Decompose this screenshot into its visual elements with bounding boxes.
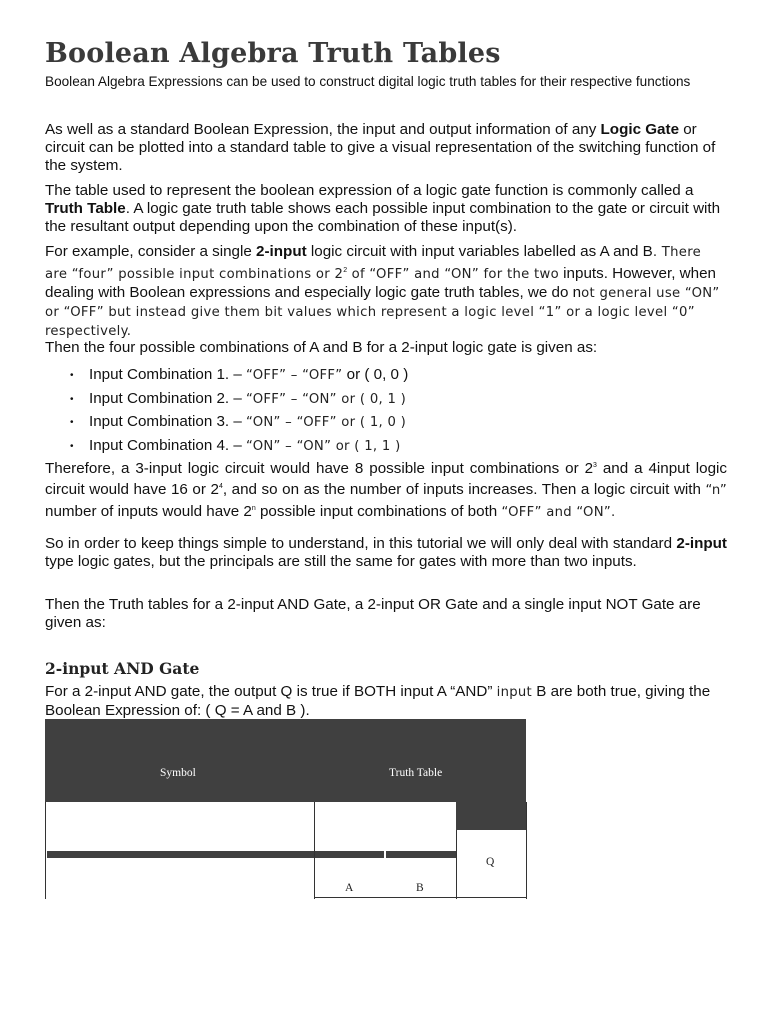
list-item: • Input Combination 1. – “OFF” – “OFF” or ( 0, 0 ) (70, 366, 408, 390)
list-item: • Input Combination 3. – “ON” – “OFF” or ( 1, 0 ) (70, 413, 408, 437)
column-a-label: A (345, 882, 354, 894)
list-item: • Input Combination 4. – “ON” – “ON” or ( 1, 1 ) (70, 437, 408, 461)
table-border-left (45, 802, 46, 899)
and-gate-table (45, 719, 527, 899)
truth-table-column-header: Truth Table (389, 767, 443, 779)
symbol-column-header: Symbol (160, 767, 196, 779)
b-cell-bar (386, 851, 456, 858)
paragraph-tables-intro: Then the Truth tables for a 2-input AND Gate, a 2-input OR Gate and a single input NOT Gate are given as: (45, 596, 701, 631)
table-border-right (526, 802, 527, 899)
paragraph-truth-table: The table used to represent the boolean expression of a logic gate function is commonly called a Truth Table. A logic gate truth table shows each possible input combination to the gate or circuit with the resultant output depending upon the combination of these input(s). (45, 182, 721, 235)
paragraph-and-gate: For a 2-input AND gate, the output Q is true if BOTH input A “AND” input B are both true, giving the Boolean Expression of: ( Q = A and B ). (45, 683, 711, 719)
page-subtitle: Boolean Algebra Expressions can be used to construct digital logic truth tables for their respective functions (45, 74, 691, 89)
paragraph-combinations: Then the four possible combinations of A and B for a 2-input logic gate is given as: (45, 339, 598, 356)
list-item: • Input Combination 2. – “OFF” – “ON” or ( 0, 1 ) (70, 390, 408, 414)
section-heading-and-gate: 2-input AND Gate (45, 659, 200, 678)
paragraph-example: For example, consider a single 2-input logic circuit with input variables labelled as A and B. There are “four” possible input combinations or $2^2$ of “OFF” and “ON” for the two inputs. However, when dealing with Boolean expressions and especially logic gate truth tables, we do not general use “ON” or “OFF” but instead give them bit values which represent a logic level “1” or a logic level “0” respectively. (45, 243, 720, 340)
page-title: Boolean Algebra Truth Tables (45, 38, 501, 69)
combination-list (70, 366, 408, 460)
symbol-cell-bar (47, 851, 314, 858)
table-border-bottom (314, 897, 527, 898)
table-header-band (45, 719, 526, 802)
table-divider-q (456, 830, 457, 899)
paragraph-more-inputs: Therefore, a 3-input logic circuit would have 8 possible input combinations or $2^3$ and a 4input logic circuit would have 16 or $2^4$, and so on as the number of inputs increases. Then a logic circuit with “n” number of inputs would have 2$^n$ possible input combinations of both “OFF” and “ON”. (45, 460, 727, 521)
column-b-label: B (416, 882, 424, 894)
column-q-label: Q (486, 856, 495, 868)
q-header-cell (456, 802, 526, 830)
a-cell-bar (315, 851, 384, 858)
paragraph-intro: As well as a standard Boolean Expression, the input and output information of any Logic Gate or circuit can be plotted into a standard table to give a visual representation of the switching function of the system. (45, 121, 716, 174)
paragraph-standard-gates: So in order to keep things simple to understand, in this tutorial we will only deal with standard 2-input type logic gates, but the principals are still the same for gates with more than two inputs. (45, 535, 727, 570)
